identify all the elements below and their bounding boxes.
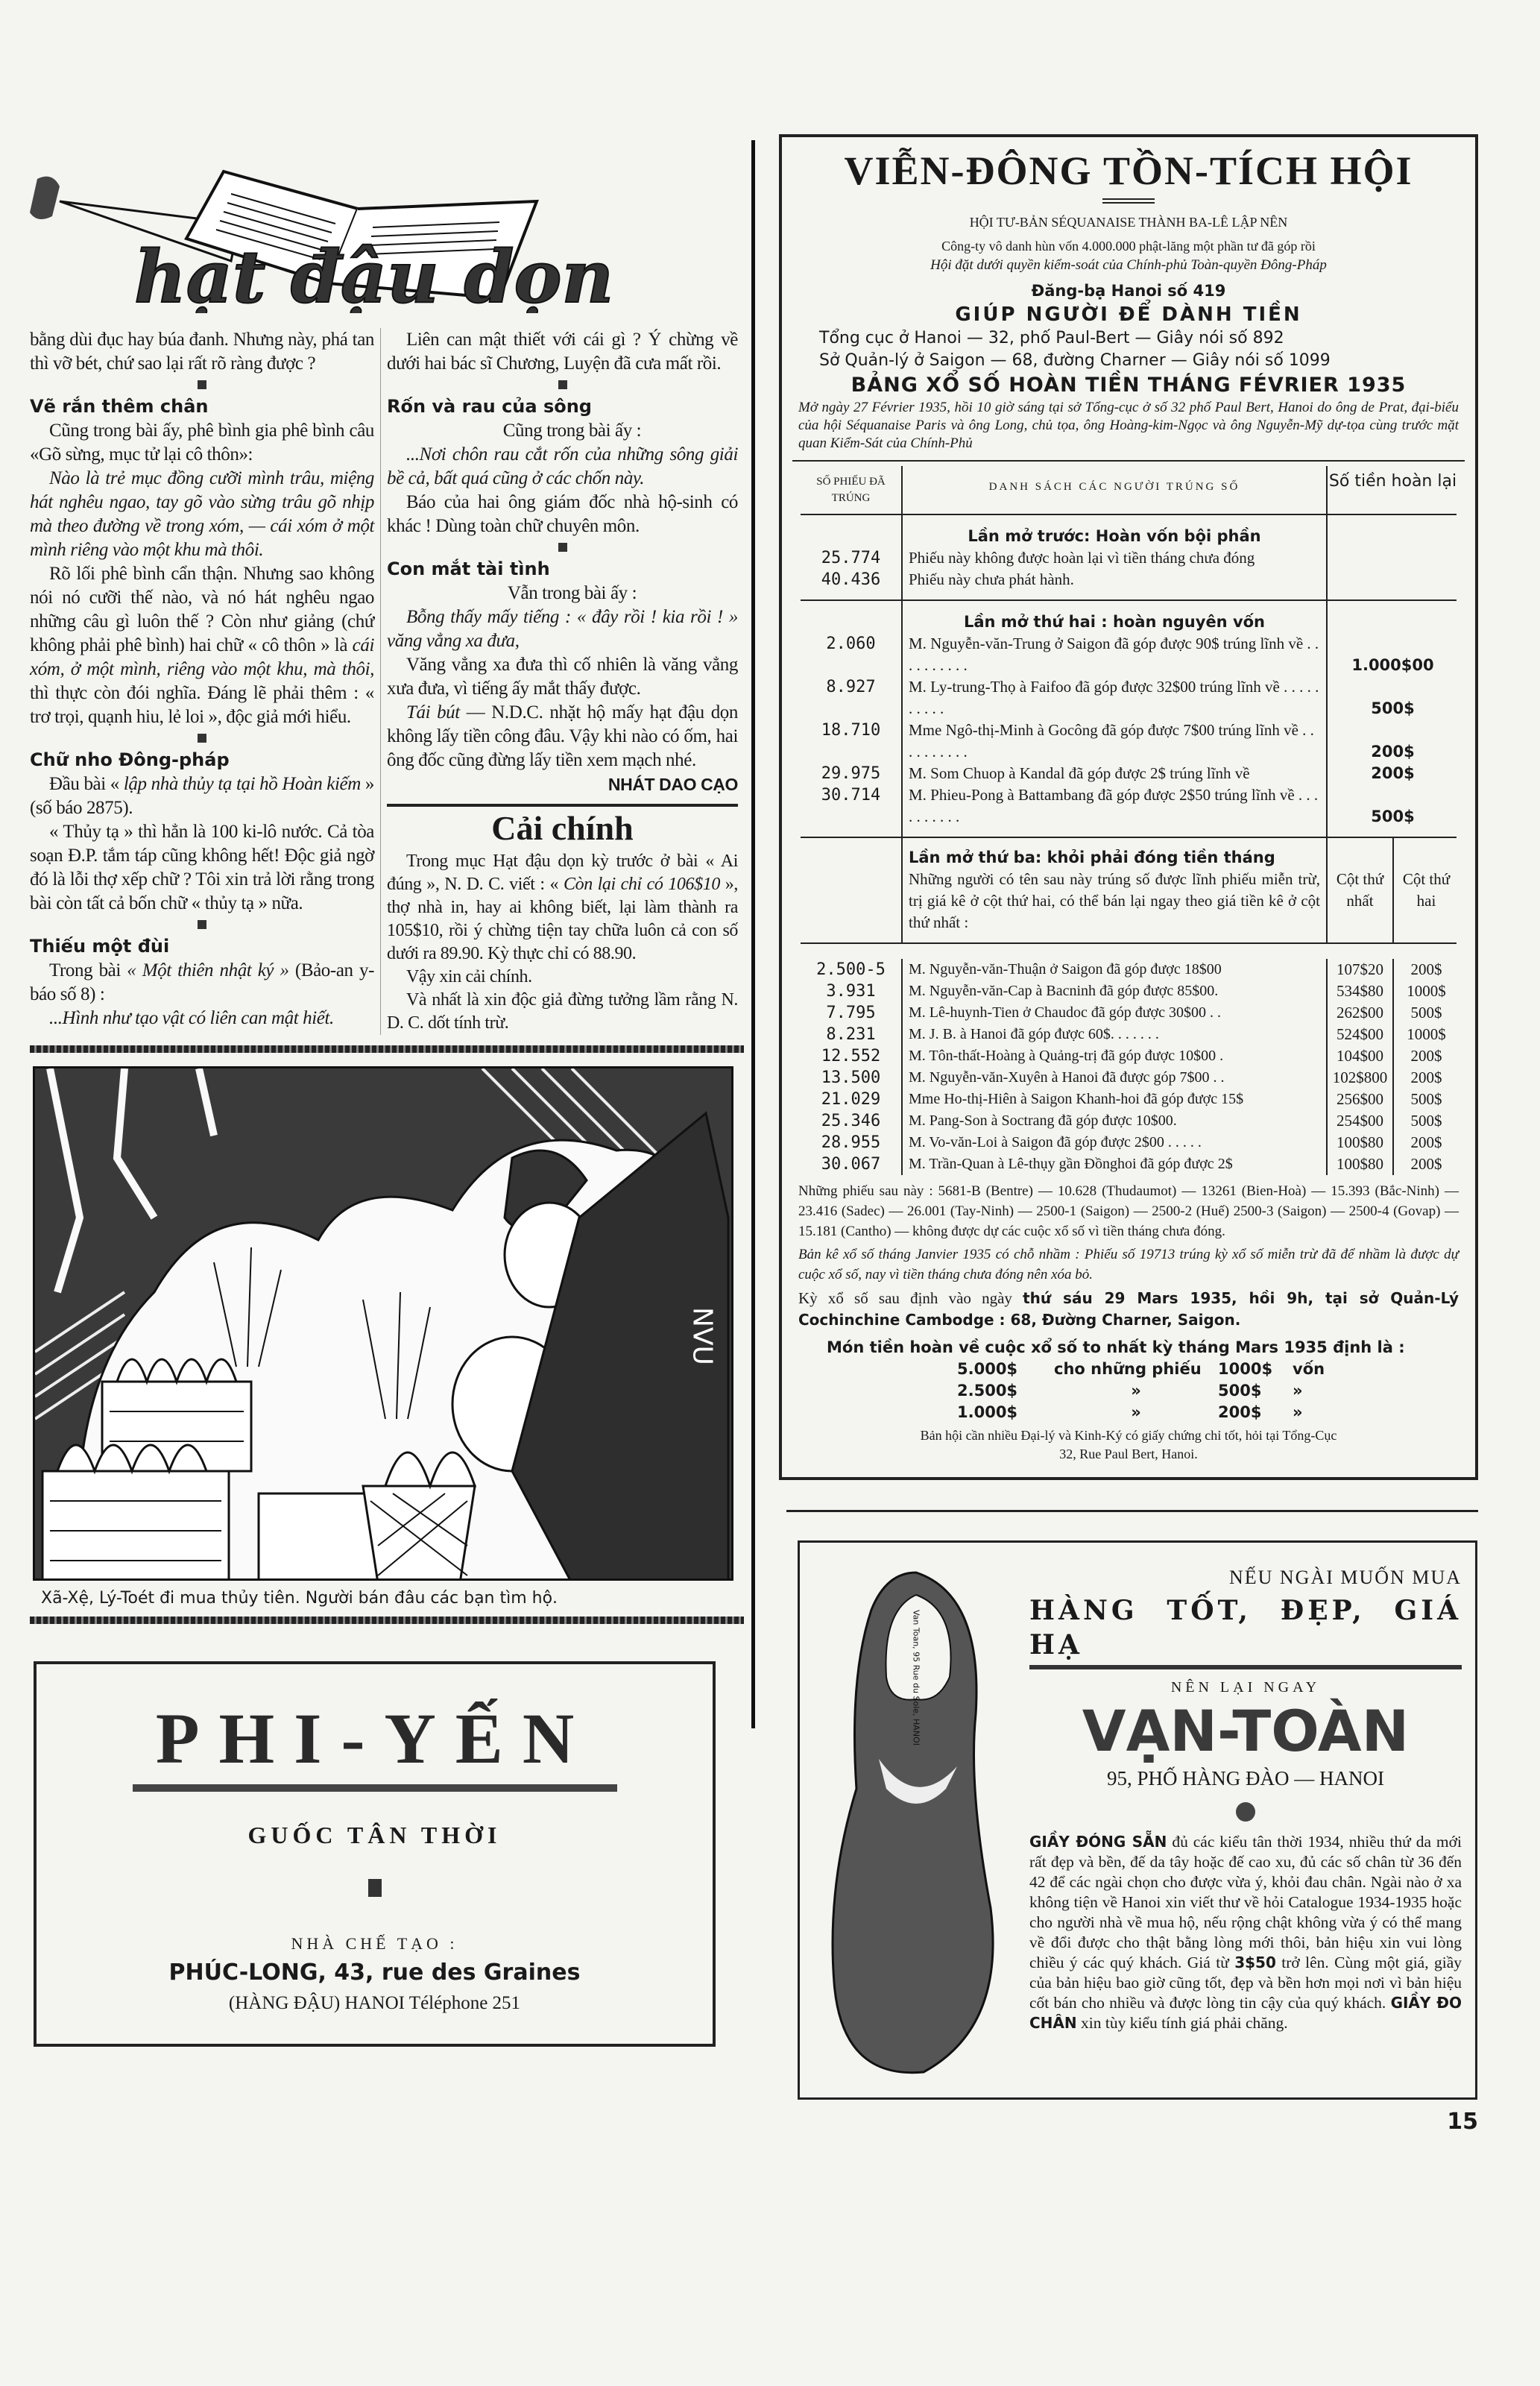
winner-entry: M. Lê-huynh-Tien ở Chaudoc đã góp được 30$00 . . — [901, 1002, 1326, 1024]
text-run: — N.D.C. nhặt hộ mấy hạt đậu dọn không lấy tiền công đâu. Vậy khi nào có ốm, hai ông đốc cũng đừng lấy tiền xem mạch nhé. — [387, 702, 738, 770]
next-draw — [798, 1288, 1459, 1331]
prize-stake: 500$ — [1218, 1382, 1262, 1400]
section-header-logo — [15, 149, 730, 313]
amount — [1326, 547, 1458, 569]
correction-paragraph — [387, 989, 738, 1035]
amount-first: 100$80 — [1326, 1153, 1392, 1175]
prize-stake: 200$ — [1218, 1403, 1262, 1421]
prize-label: » — [1131, 1382, 1141, 1400]
text-run: « Thủy tạ » thì hẳn là 100 ki-lô nước. Cả tòa soạn Đ.P. tắm táp cũng không hết! Độc giả ngờ đó là lỗi thợ xếp chữ ? Tôi xin trả lời rằng trong bài còn tất cả bốn chữ « thủy tạ » nữa. — [30, 822, 374, 913]
table-row — [801, 466, 1457, 515]
ticket-number: 7.795 — [826, 1004, 876, 1022]
lottery-control: Hội đặt dưới quyền kiểm-soát của Chính-phủ Toàn-quyền Đông-Pháp — [930, 257, 1327, 273]
amount — [1326, 569, 1458, 591]
shoe-illustration — [827, 1565, 1006, 2080]
lottery-title: VIỄN-ĐÔNG TỒN-TÍCH HỘI — [844, 148, 1413, 193]
winner-entry: M. J. B. à Hanoi đã góp được 60$. . . . . . . — [901, 1024, 1326, 1045]
article-paragraph — [30, 328, 374, 376]
prize-stake: 1000$ — [1218, 1360, 1273, 1378]
article-column-2-wrap — [380, 328, 738, 1035]
table-row — [801, 828, 1457, 838]
amount-first: 262$00 — [1326, 1002, 1392, 1024]
ticket-number: 25.774 — [821, 549, 881, 567]
prize-suffix: » — [1293, 1382, 1303, 1400]
maker-address: (HÀNG ĐẬU) HANOI Téléphone 251 — [228, 1993, 521, 2013]
italic-text: Còn lại chỉ có 106$10 — [563, 875, 720, 894]
table-row — [801, 1110, 1457, 1132]
table-row — [801, 980, 1457, 1002]
table-row — [801, 869, 1457, 944]
agents-note: Bản hội cần nhiều Đại-lý và Kinh-Ký có giấy chứng chỉ tốt, hỏi tại Tổng-Cục — [920, 1428, 1337, 1443]
body-text: đủ các kiểu tân thời 1934, nhiều thứ da mới rất đẹp và bền, đế da tây hoặc đế cao xu, đủ các số chân từ 36 đến 42 để các ngài chọn cho được vừa ý, khỏi đau chân. Ngài nào ở xa không tiện về Hanoi xin viết thư về hỏi Catalogue 1934-1935 hoặc cho người nhà về mua hộ, nếu rộng chật không vừa ý có thể mang về đổi được cho thật bằng lòng mới thôi, bản hiệu xin vui lòng chiều ý các quý khách. Giá từ — [1029, 1833, 1462, 1971]
winner-entry: Mme Ho-thị-Hiên à Saigon Khanh-hoi đã góp được 15$ — [901, 1089, 1326, 1110]
italic-text: Tái bút — [406, 702, 460, 723]
spacer — [1326, 591, 1458, 599]
prize-label: » — [1131, 1403, 1141, 1421]
spacer — [801, 838, 901, 869]
van-toan-body — [1029, 1832, 1462, 2033]
article-paragraph — [30, 419, 374, 467]
article-heading: Chữ nho Đông-pháp — [30, 749, 230, 770]
ticket-number: 18.710 — [821, 721, 881, 740]
prize-amount: 2.500$ — [957, 1382, 1018, 1400]
spacer — [801, 515, 901, 547]
prize-row — [957, 1359, 1375, 1380]
van-toan-headline: HÀNG TỐT, ĐẸP, GIÁ HẠ — [1029, 1593, 1462, 1669]
table-row — [801, 944, 1457, 980]
text-run: Cũng trong bài ấy, phê bình gia phê bình câu «Gõ sừng, mục tử lại cô thôn»: — [30, 421, 374, 465]
article-paragraph — [30, 820, 374, 916]
table-row — [801, 720, 1457, 763]
table-row — [801, 601, 1457, 633]
table-row — [801, 676, 1457, 720]
cartoon-top-rule — [30, 1045, 744, 1053]
ticket-number: 40.436 — [821, 570, 881, 589]
winner-entry: M. Trần-Quan à Lê-thụy gần Đồnghoi đã góp được 2$ — [901, 1153, 1326, 1175]
phi-yen-brand: PHI-YẾN — [155, 1699, 594, 1778]
amount-first: 254$00 — [1326, 1110, 1392, 1132]
article-heading: Vẽ rắn thêm chân — [30, 396, 209, 417]
draw-intro: Mở ngày 27 Février 1935, hồi 10 giờ sáng tại sở Tổng-cục ở số 32 phố Paul Bert, Hanoi do ông de Prat, đại-biểu của hội Séquanaise Paris và ông Long, chủ tọa, ông Hoàng-kim-Ngọc và ông Nguyễn-Mỹ dự-tọa cùng trước mặt quan Kiểm-Sát của Chính-Phủ — [798, 400, 1459, 451]
amount-second: 500$ — [1392, 1089, 1459, 1110]
van-toan-brand: VẠN-TOÀN — [1082, 1698, 1410, 1764]
winner-entry: Phiếu này không được hoàn lại vì tiền tháng chưa đóng — [901, 547, 1326, 569]
lottery-founded: HỘI TƯ-BẢN SÉQUANAISE THÀNH BA-LÊ LẬP NÊN — [969, 215, 1288, 230]
amount-second: 200$ — [1392, 1153, 1459, 1175]
section-note: Những người có tên sau này trúng số được lĩnh phiếu miễn trừ, trị giá kê ở cột thứ hai, có thể bán lại ngay theo giá tiền kê ở cột thứ nhất : — [901, 869, 1326, 942]
cartoon-signature: NVU — [687, 1307, 718, 1365]
table-row — [801, 591, 1457, 601]
article-paragraph — [387, 582, 738, 605]
winner-entry: M. Nguyễn-văn-Trung ở Saigon đã góp được 90$ trúng lĩnh về . . . . . . . . . . — [901, 633, 1326, 676]
article-paragraph — [30, 959, 374, 1007]
header-names: DANH SÁCH CÁC NGƯỜI TRÚNG SỐ — [901, 466, 1326, 514]
page-divider — [751, 140, 755, 1728]
table-row — [801, 1045, 1457, 1067]
prize-list — [957, 1359, 1375, 1423]
page-number: 15 — [1447, 2109, 1478, 2135]
brand-underline — [133, 1784, 617, 1792]
table-row — [801, 1089, 1457, 1110]
lottery-hq: Tổng cục ở Hanoi — 32, phố Paul-Bert — Giây nói số 892 — [819, 329, 1284, 347]
text-run: Trong bài — [49, 960, 127, 980]
text-run: (Bảo-an y-báo số 8) : — [30, 960, 374, 1004]
body-lead-2: GIẦY ĐO CHÂN — [1029, 1994, 1462, 2032]
left-page — [30, 328, 744, 2047]
winner-entry: M. Phieu-Pong à Battambang đã góp được 2$50 trúng lĩnh về . . . . . . . . . . — [901, 784, 1326, 828]
spacer — [801, 869, 901, 942]
cartoon-bottom-rule — [30, 1617, 744, 1624]
text-run: Báo của hai ông giám đốc nhà hộ-sinh có khác ! Dùng toàn chữ chuyên môn. — [387, 492, 738, 536]
table-top-rule — [792, 460, 1465, 462]
table-row — [801, 1024, 1457, 1045]
section-title: Lần mở thứ hai : hoàn nguyên vốn — [901, 601, 1326, 633]
table-row — [801, 515, 1457, 547]
col-second-header: Cột thứ hai — [1392, 869, 1459, 942]
correction-box — [387, 807, 738, 1035]
van-toan-sub: NÊN LẠI NGAY — [1170, 1679, 1321, 1696]
section-title: Lần mở thứ ba: khỏi phải đóng tiền tháng — [901, 838, 1326, 869]
spacer — [1326, 515, 1458, 547]
open-book-icon — [15, 149, 730, 313]
lottery-saigon-office: Sở Quản-lý ở Saigon — 68, đường Charner — Giây nói số 1099 — [819, 351, 1331, 370]
ticket-number: 8.231 — [826, 1025, 876, 1044]
table-row — [801, 547, 1457, 569]
spacer — [1326, 601, 1458, 633]
article-paragraph — [387, 419, 738, 443]
article-paragraph — [387, 443, 738, 491]
winner-entry: M. Vo-văn-Loi à Saigon đã góp được 2$00 . . . . . — [901, 1132, 1326, 1153]
ticket-number: 25.346 — [821, 1112, 881, 1130]
spacer — [1326, 838, 1392, 869]
article-paragraph — [30, 467, 374, 562]
table-row — [801, 569, 1457, 591]
italic-text: Bỗng thấy mấy tiếng : « đây rồi ! kia rồi ! » văng vẳng xa đưa, — [387, 607, 738, 651]
italic-text: cái xóm, ở một mình, riêng vào một khu, mà thôi, — [30, 635, 374, 679]
next-draw-lead: Kỳ xổ số sau định vào ngày — [798, 1289, 1023, 1307]
cartoon-caption: Xã-Xệ, Lý-Toét đi mua thủy tiên. Người bán đâu các bạn tìm hộ. — [41, 1589, 558, 1608]
winner-entry: M. Nguyễn-văn-Xuyên à Hanoi đã được góp 7$00 . . — [901, 1067, 1326, 1089]
prize-suffix: » — [1293, 1403, 1303, 1421]
article-signature: NHÁT DAO CẠO — [608, 775, 738, 794]
van-toan-advertisement — [798, 1540, 1477, 2100]
amount-first: 102$800 — [1326, 1067, 1392, 1089]
article-paragraph — [30, 772, 374, 820]
amount: 200$ — [1326, 763, 1458, 784]
amount-second: 1000$ — [1392, 980, 1459, 1002]
spacer — [801, 601, 901, 633]
correction-paragraph — [387, 966, 738, 989]
col-first-header: Cột thứ nhất — [1326, 869, 1392, 942]
table-row — [801, 1132, 1457, 1153]
spacer — [901, 828, 1326, 837]
winner-entry: Phiếu này chưa phát hành. — [901, 569, 1326, 591]
amount: 500$ — [1326, 784, 1458, 828]
article-paragraph — [387, 701, 738, 772]
text-run: Liên can mật thiết với cái gì ? Ý chừng về dưới hai bác sĩ Chương, Luyện đã cưa mất rồi. — [387, 330, 738, 374]
italic-text: « Một thiên nhật ký » — [127, 960, 289, 980]
italic-text: lập nhà thủy tạ tại hồ Hoàn kiếm — [123, 774, 361, 794]
ticket-number: 30.067 — [821, 1155, 881, 1174]
section-ornament-icon — [558, 543, 567, 552]
spacer — [1392, 838, 1459, 869]
prize-amount: 5.000$ — [957, 1360, 1018, 1378]
winner-entry: M. Som Chuop à Kandal đã góp được 2$ trúng lĩnh về — [901, 763, 1326, 784]
prize-label: cho những phiếu — [1054, 1360, 1202, 1378]
spacer — [801, 591, 901, 599]
correction-paragraph — [387, 850, 738, 966]
lottery-capital: Công-ty vô danh hùn vốn 4.000.000 phật-lăng một phần tư đã góp rồi — [941, 239, 1316, 254]
amount: 200$ — [1326, 720, 1458, 763]
article-paragraph — [387, 653, 738, 701]
next-draw-detail: thứ sáu 29 Mars 1935, hồi 9h, tại sở Quản-Lý Cochinchine Cambodge : 68, Đường Charner, Saigon. — [798, 1289, 1459, 1329]
spacer — [1326, 828, 1458, 837]
prize-intro: Món tiền hoàn về cuộc xổ số to nhất kỳ tháng Mars 1935 định là : — [827, 1338, 1405, 1356]
excluded-tickets: Những phiếu sau này : 5681-B (Bentre) — 10.628 (Thudaumot) — 13261 (Bien-Hoà) — 15.393 (Bắc-Ninh) — 23.416 (Sadec) — 26.001 (Tay-Ninh) — 2500-1 (Saigon) — 2500-2 (Huế) 2500-3 (Saigon) — 2500-4 (Govap) — 15.181 (Cantho) — không được dự các cuộc xổ số vì tiền tháng chưa đóng. — [798, 1183, 1459, 1239]
draw-title: BẢNG XỔ SỐ HOÀN TIỀN THÁNG FÉVRIER 1935 — [851, 374, 1407, 397]
winner-entry: M. Ly-trung-Thọ à Faifoo đã góp được 32$00 trúng lĩnh về . . . . . . . . . . — [901, 676, 1326, 720]
text-run: Trong mục Hạt đậu dọn kỳ trước ở bài « Ai đúng », N. D. C. viết : « — [387, 852, 738, 894]
amount-first: 100$80 — [1326, 1132, 1392, 1153]
text-run: Vậy xin cải chính. — [406, 967, 532, 986]
prize-row — [957, 1380, 1375, 1402]
amount-first: 524$00 — [1326, 1024, 1392, 1045]
body-lead: GIẦY ĐÓNG SẴN — [1029, 1833, 1167, 1851]
header-amount: Số tiền hoàn lại — [1326, 466, 1458, 514]
article-heading: Con mắt tài tình — [387, 558, 550, 579]
amount-second: 200$ — [1392, 1132, 1459, 1153]
amount-first: 104$00 — [1326, 1045, 1392, 1067]
text-run: thì thực còn đói nghĩa. Đáng lẽ phải thêm : « trơ trọi, quạnh hiu, lẻ loi », độc giả mới hiểu. — [30, 683, 374, 727]
section-ornament-icon — [198, 734, 206, 743]
maker-label: NHÀ CHẾ TẠO : — [291, 1934, 458, 1953]
van-toan-content — [1029, 1565, 1462, 2080]
article-paragraph — [387, 491, 738, 538]
amount-second: 500$ — [1392, 1002, 1459, 1024]
table-row — [801, 838, 1457, 869]
table-row — [801, 784, 1457, 828]
article-column-1 — [30, 328, 374, 1030]
section-logo-text: hạt đậu dọn — [134, 235, 614, 313]
ticket-number: 2.060 — [826, 635, 876, 653]
ticket-number: 2.500-5 — [816, 960, 886, 979]
text-run: », thợ nhà in, hay ai không biết, lại làm thành ra 105$10, rồi ý chừng tiện tay chữa luôn cả con số dưới ra 89.90. Kỳ thực chỉ có 88.90. — [387, 875, 738, 963]
text-run: » (số báo 2875). — [30, 774, 374, 818]
section-ornament-icon — [558, 380, 567, 389]
amount: 500$ — [1326, 676, 1458, 720]
amount-first: 107$20 — [1326, 959, 1392, 980]
lottery-registry: Đăng-bạ Hanoi số 419 — [1031, 282, 1226, 300]
ticket-number: 30.714 — [821, 786, 881, 805]
round-ornament-icon — [1236, 1802, 1255, 1822]
van-toan-address: 95, PHỐ HÀNG ĐÀO — HANOI — [1107, 1767, 1384, 1790]
ticket-number: 13.500 — [821, 1068, 881, 1087]
winner-entry: M. Nguyễn-văn-Cap à Bacninh đã góp được 85$00. — [901, 980, 1326, 1002]
section-ornament-icon — [198, 920, 206, 929]
maker-name: PHÚC-LONG, 43, rue des Graines — [168, 1960, 581, 1986]
phi-yen-tagline: GUỐC TÂN THỜI — [247, 1822, 502, 1848]
article-column-2 — [387, 328, 738, 796]
article-heading: Rốn và rau của sông — [387, 396, 592, 417]
price: 3$50 — [1234, 1954, 1276, 1971]
correction-title: Cải chính — [491, 809, 634, 847]
body-text-2: trở lên. Cùng một giá, giầy của bản hiệu bao giờ cũng tốt, đẹp và bền hơn mọi nơi vì bản hiệu cốt bán cho nhiều và được lòng tin cậy của quý khách. — [1029, 1954, 1462, 2012]
van-toan-pre: NẾU NGÀI MUỐN MUA — [1228, 1567, 1462, 1588]
amount: 1.000$00 — [1326, 633, 1458, 676]
amount-first: 256$00 — [1326, 1089, 1392, 1110]
ticket-number: 12.552 — [821, 1047, 881, 1065]
ticket-number: 28.955 — [821, 1133, 881, 1152]
amount-first: 534$80 — [1326, 980, 1392, 1002]
winners-table — [801, 466, 1457, 1175]
text-run: Đầu bài « — [49, 774, 124, 794]
cartoon-illustration — [33, 1066, 733, 1581]
shoe-label: Van Toan, 95 Rue du Soie, HANOI — [911, 1610, 921, 1746]
italic-text: Nào là trẻ mục đồng cưỡi mình trâu, miệng hát nghêu ngao, tay gõ vào sừng trâu gõ nhịp mà theo đường về trong xóm, — cái xóm ở một mình riêng vào một khu mà thôi. — [30, 468, 374, 560]
italic-text: ...Hình như tạo vật có liên can mật hiết. — [49, 1008, 334, 1028]
text-run: bằng dùi đục hay búa đanh. Nhưng này, phá tan thì vỡ bét, chứ sao lại rất rõ ràng được ? — [30, 330, 374, 374]
italic-text: ...Nơi chôn rau cắt rốn của những sông giải bề cả, bất quá cũng ở các chốn này. — [387, 444, 738, 488]
amount-second: 500$ — [1392, 1110, 1459, 1132]
header-ticket: SỐ PHIẾU ĐÃ TRÚNG — [816, 476, 886, 504]
text-run: Cũng trong bài ấy : — [502, 421, 642, 441]
correction-body — [387, 850, 738, 1035]
article-paragraph — [387, 328, 738, 376]
article-paragraph — [387, 605, 738, 653]
right-separator — [786, 1510, 1478, 1512]
lottery-slogan: GIÚP NGƯỜI ĐỂ DÀNH TIỀN — [955, 303, 1302, 326]
text-run: Vẫn trong bài ấy : — [507, 583, 637, 603]
ticket-number: 29.975 — [821, 764, 881, 783]
section-ornament-icon — [198, 380, 206, 389]
ticket-number: 8.927 — [826, 678, 876, 696]
text-run: Và nhất là xin độc giả đừng tưởng lầm rằng N. D. C. dốt tính trừ. — [387, 990, 738, 1033]
title-rule — [1102, 198, 1155, 204]
amount-second: 1000$ — [1392, 1024, 1459, 1045]
spacer — [901, 591, 1326, 599]
article-paragraph — [30, 562, 374, 729]
winner-entry: M. Nguyễn-văn-Thuận ở Saigon đã góp được 18$00 — [901, 959, 1326, 980]
lottery-advertisement — [779, 134, 1478, 1480]
ticket-number: 3.931 — [826, 982, 876, 1001]
right-page — [779, 134, 1478, 2135]
body-text-3: xin tùy kiểu tính giá phải chăng. — [1076, 2014, 1288, 2032]
article-columns — [30, 328, 744, 1035]
table-row — [801, 1153, 1457, 1175]
amount-second: 200$ — [1392, 959, 1459, 980]
table-row — [801, 1067, 1457, 1089]
text-run: Rõ lối phê bình cẩn thận. Nhưng sao không nói nó cưỡi thế nào, và nó hát nghêu ngao những câu gì luôn thế ? Còn như giảng (chứ không phải phê bình) hai chữ « cô thôn » là — [30, 564, 374, 655]
table-row — [801, 633, 1457, 676]
section-title: Lần mở trước: Hoàn vốn bội phần — [901, 515, 1326, 547]
prize-amount: 1.000$ — [957, 1403, 1018, 1421]
erratum-note: Bản kê xổ số tháng Janvier 1935 có chỗ nhầm : Phiếu số 19713 trúng kỳ xổ số miễn trừ đã để nhầm là được dự cuộc xổ số, nay vì tiền tháng chưa đóng nên xóa bỏ. — [798, 1247, 1459, 1282]
amount-second: 200$ — [1392, 1067, 1459, 1089]
winner-entry: M. Tôn-thất-Hoàng à Quảng-trị đã góp được 10$00 . — [901, 1045, 1326, 1067]
winner-entry: Mme Ngô-thị-Minh à Gocông đã góp được 7$00 trúng lĩnh về . . . . . . . . . . — [901, 720, 1326, 763]
amount-second: 200$ — [1392, 1045, 1459, 1067]
phi-yen-advertisement — [34, 1661, 716, 2047]
article-paragraph — [30, 1007, 374, 1030]
table-row — [801, 1002, 1457, 1024]
square-ornament-icon — [368, 1879, 382, 1897]
spacer — [801, 828, 901, 837]
winner-entry: M. Pang-Son à Soctrang đã góp được 10$00. — [901, 1110, 1326, 1132]
prize-row — [957, 1402, 1375, 1423]
prize-suffix: vốn — [1293, 1360, 1325, 1378]
ticket-number: 21.029 — [821, 1090, 881, 1109]
text-run: Văng vẳng xa đưa thì cố nhiên là văng vẳng xưa đưa, vì tiếng ấy mắt thấy được. — [387, 655, 738, 699]
table-row — [801, 763, 1457, 784]
agents-address: 32, Rue Paul Bert, Hanoi. — [1059, 1447, 1198, 1461]
article-heading: Thiếu một đùi — [30, 936, 170, 957]
